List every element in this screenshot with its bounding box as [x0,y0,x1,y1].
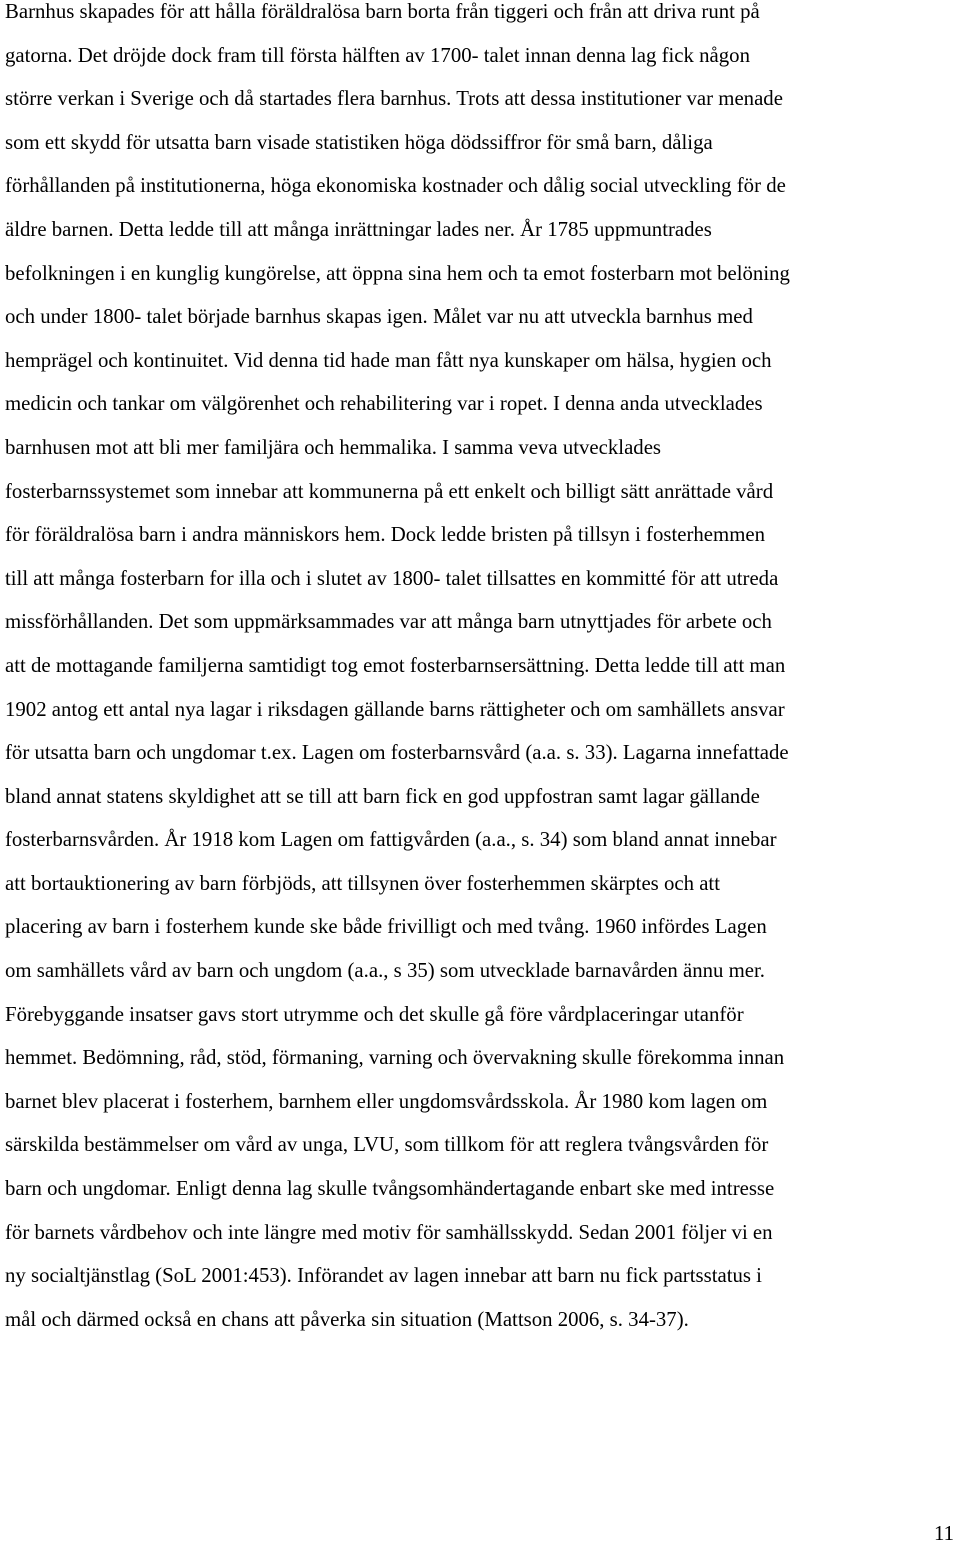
text-line: Förebyggande insatser gavs stort utrymme och det skulle gå före vårdplaceringar utanför [5,1002,744,1026]
text-line: gatorna. Det dröjde dock fram till första hälften av 1700- talet innan denna lag fick någon [5,43,750,67]
text-line: ny socialtjänstlag (SoL 2001:453). Införandet av lagen innebar att barn nu fick partsstatus i [5,1264,762,1288]
body-paragraph [5,0,960,1341]
text-line: äldre barnen. Detta ledde till att många inrättningar lades ner. År 1785 uppmuntrades [5,217,712,241]
page-number: 11 [933,1522,954,1545]
text-line: barnhusen mot att bli mer familjära och hemmalika. I samma veva utvecklades [5,435,662,459]
text-line: placering av barn i fosterhem kunde ske både frivilligt och med tvång. 1960 infördes Lagen [5,915,767,939]
text-line: medicin och tankar om välgörenhet och rehabilitering var i ropet. I denna anda utvecklades [5,392,763,416]
text-line: att bortauktionering av barn förbjöds, att tillsynen över fosterhemmen skärptes och att [5,871,720,895]
text-line: som ett skydd för utsatta barn visade statistiken höga dödssiffror för små barn, dåliga [5,130,713,154]
text-line: för barnets vårdbehov och inte längre med motiv för samhällsskydd. Sedan 2001 följer vi en [5,1220,773,1244]
text-line: befolkningen i en kunglig kungörelse, att öppna sina hem och ta emot fosterbarn mot belöning [5,261,790,285]
text-line: bland annat statens skyldighet att se till att barn fick en god uppfostran samt lagar gällande [5,784,760,808]
text-line: fosterbarnssystemet som innebar att kommunerna på ett enkelt och billigt sätt anrättade vård [5,479,774,503]
text-line: 1902 antog ett antal nya lagar i riksdagen gällande barns rättigheter och om samhällets ansvar [5,697,785,721]
text-line: till att många fosterbarn for illa och i slutet av 1800- talet tillsattes en kommitté för att utreda [5,566,779,590]
text-line: Barnhus skapades för att hålla föräldralösa barn borta från tiggeri och från att driva runt på [5,0,760,23]
text-line: barnet blev placerat i fosterhem, barnhem eller ungdomsvårdsskola. År 1980 kom lagen om [5,1089,768,1113]
text-line: hemmet. Bedömning, råd, stöd, förmaning, varning och övervakning skulle förekomma innan [5,1046,785,1070]
text-line: fosterbarnsvården. År 1918 kom Lagen om fattigvården (a.a., s. 34) som bland annat innebar [5,828,777,852]
text-line: särskilda bestämmelser om vård av unga, LVU, som tillkom för att reglera tvångsvården för [5,1133,769,1157]
text-line: för utsatta barn och ungdomar t.ex. Lagen om fosterbarnsvård (a.a. s. 33). Lagarna innefattade [5,741,789,765]
text-line: om samhällets vård av barn och ungdom (a.a., s 35) som utvecklade barnavården ännu mer. [5,959,765,983]
text-line: missförhållanden. Det som uppmärksammades var att många barn utnyttjades för arbete och [5,610,772,634]
text-line: för föräldralösa barn i andra människors hem. Dock ledde bristen på tillsyn i fosterhemmen [5,523,766,547]
text-line: att de mottagande familjerna samtidigt tog emot fosterbarnsersättning. Detta ledde till att man [5,653,786,677]
text-line: hemprägel och kontinuitet. Vid denna tid hade man fått nya kunskaper om hälsa, hygien och [5,348,772,372]
text-line: barn och ungdomar. Enligt denna lag skulle tvångsomhändertagande enbart ske med intresse [5,1177,775,1201]
text-line: större verkan i Sverige och då startades flera barnhus. Trots att dessa institutioner var menade [5,87,783,111]
text-line: och under 1800- talet började barnhus skapas igen. Målet var nu att utveckla barnhus med [5,305,753,329]
text-line: mål och därmed också en chans att påverka sin situation (Mattson 2006, s. 34-37). [5,1307,689,1331]
text-line: förhållanden på institutionerna, höga ekonomiska kostnader och dålig social utveckling för de [5,174,786,198]
